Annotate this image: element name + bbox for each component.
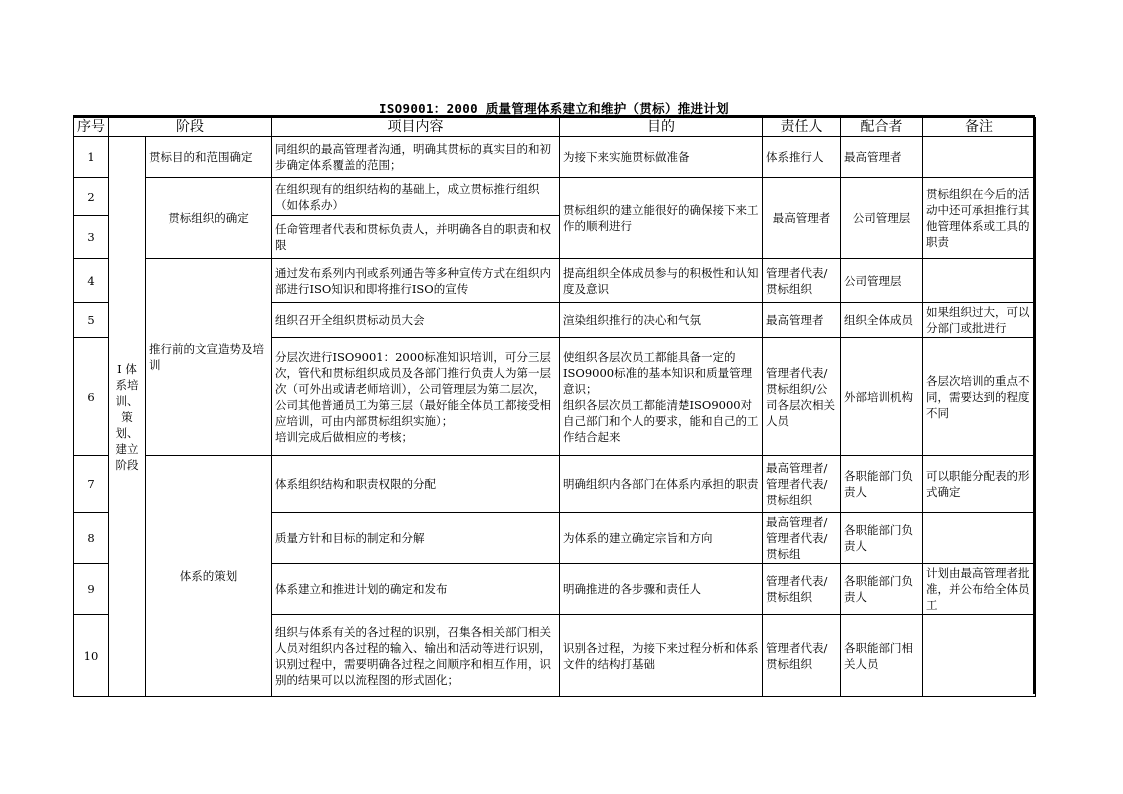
helper-cell: 外部培训机构 xyxy=(841,338,923,456)
row-number: 9 xyxy=(74,564,109,615)
owner-cell: 最高管理者/管理者代表/贯标组 xyxy=(763,513,841,564)
row-number: 2 xyxy=(74,178,109,216)
stage-label: 贯标组织的确定 xyxy=(146,178,272,259)
purpose-cell: 为体系的建立确定宗旨和方向 xyxy=(560,513,763,564)
document-title: ISO9001：2000 质量管理体系建立和维护（贯标）推进计划 xyxy=(379,101,729,116)
row-number: 7 xyxy=(74,456,109,513)
owner-cell: 管理者代表/贯标组织 xyxy=(763,259,841,303)
content-cell: 体系建立和推进计划的确定和发布 xyxy=(272,564,560,615)
note-cell: 各层次培训的重点不同，需要达到的程度不同 xyxy=(923,338,1036,456)
content-cell: 分层次进行ISO9001：2000标准知识培训，可分三层次，管代和贯标组织成员及各部门推行负责人为第一层次（可外出或请老师培训），公司管理层为第二层次，公司其他普通员工为第三层（最好能全体员工都接受相应培训，可由内部贯标组织实施）； 培训完成后做相应的考核； xyxy=(272,338,560,456)
purpose-cell: 渲染组织推行的决心和气氛 xyxy=(560,303,763,338)
plan-table xyxy=(73,117,1036,697)
table-right-border xyxy=(1033,117,1035,694)
note-cell xyxy=(923,259,1036,303)
col-header-helper: 配合者 xyxy=(841,118,923,137)
row-number: 6 xyxy=(74,338,109,456)
purpose-cell: 明确推进的各步骤和责任人 xyxy=(560,564,763,615)
helper-cell: 各职能部门负责人 xyxy=(841,456,923,513)
purpose-cell: 提高组织全体成员参与的积极性和认知度及意识 xyxy=(560,259,763,303)
major-stage-text: I 体系培训、策划、建立阶段 xyxy=(115,361,139,472)
owner-cell: 最高管理者 xyxy=(763,303,841,338)
table-row xyxy=(74,178,1036,216)
content-cell: 在组织现有的组织结构的基础上，成立贯标推行组织（如体系办） xyxy=(272,178,560,216)
helper-cell: 最高管理者 xyxy=(841,137,923,178)
content-cell: 通过发布系列内刊或系列通告等多种宣传方式在组织内部进行ISO知识和即将推行ISO的宣传 xyxy=(272,259,560,303)
stage-label: 推行前的文宣造势及培训 xyxy=(146,259,272,456)
col-header-content: 项目内容 xyxy=(272,118,560,137)
note-cell: 如果组织过大，可以分部门或批进行 xyxy=(923,303,1036,338)
purpose-cell: 为接下来实施贯标做准备 xyxy=(560,137,763,178)
col-header-number: 序号 xyxy=(74,118,109,137)
helper-cell: 各职能部门负责人 xyxy=(841,513,923,564)
helper-cell: 公司管理层 xyxy=(841,259,923,303)
purpose-cell: 识别各过程，为接下来过程分析和体系文件的结构打基础 xyxy=(560,615,763,697)
row-number: 5 xyxy=(74,303,109,338)
row-number: 1 xyxy=(74,137,109,178)
owner-cell: 体系推行人 xyxy=(763,137,841,178)
content-cell: 组织召开全组织贯标动员大会 xyxy=(272,303,560,338)
row-number: 10 xyxy=(74,615,109,697)
table-row xyxy=(74,259,1036,303)
purpose-cell: 贯标组织的建立能很好的确保接下来工作的顺利进行 xyxy=(560,178,763,259)
content-cell: 组织与体系有关的各过程的识别，召集各相关部门相关人员对组织内各过程的输入、输出和活动等进行识别，识别过程中，需要明确各过程之间顺序和相互作用，识别的结果可以以流程图的形式固化； xyxy=(272,615,560,697)
table-row xyxy=(74,456,1036,513)
owner-cell: 管理者代表/贯标组织 xyxy=(763,564,841,615)
helper-cell: 各职能部门相关人员 xyxy=(841,615,923,697)
col-header-stage: 阶段 xyxy=(109,118,272,137)
note-cell xyxy=(923,615,1036,697)
col-header-purpose: 目的 xyxy=(560,118,763,137)
content-cell: 同组织的最高管理者沟通，明确其贯标的真实目的和初步确定体系覆盖的范围； xyxy=(272,137,560,178)
owner-cell: 最高管理者/管理者代表/贯标组织 xyxy=(763,456,841,513)
stage-label: 体系的策划 xyxy=(146,456,272,697)
content-cell: 体系组织结构和职责权限的分配 xyxy=(272,456,560,513)
row-number: 3 xyxy=(74,216,109,259)
helper-cell: 组织全体成员 xyxy=(841,303,923,338)
note-cell: 计划由最高管理者批准，并公布给全体员工 xyxy=(923,564,1036,615)
helper-cell: 公司管理层 xyxy=(841,178,923,259)
owner-cell: 最高管理者 xyxy=(763,178,841,259)
header-row xyxy=(74,118,1036,137)
purpose-cell: 明确组织内各部门在体系内承担的职责 xyxy=(560,456,763,513)
stage-label: 贯标目的和范围确定 xyxy=(146,137,272,178)
row-number: 8 xyxy=(74,513,109,564)
note-cell: 可以职能分配表的形式确定 xyxy=(923,456,1036,513)
col-header-owner: 责任人 xyxy=(763,118,841,137)
note-cell: 贯标组织在今后的活动中还可承担推行其他管理体系或工具的职责 xyxy=(923,178,1036,259)
content-cell: 任命管理者代表和贯标负责人，并明确各自的职责和权限 xyxy=(272,216,560,259)
helper-cell: 各职能部门负责人 xyxy=(841,564,923,615)
purpose-cell: 使组织各层次员工都能具备一定的ISO9000标准的基本知识和质量管理意识； 组织各层次员工都能清楚ISO9000对自己部门和个人的要求，能和自己的工作结合起来 xyxy=(560,338,763,456)
note-cell xyxy=(923,137,1036,178)
owner-cell: 管理者代表/贯标组织 xyxy=(763,615,841,697)
table-row xyxy=(74,137,1036,178)
owner-cell: 管理者代表/贯标组织/公司各层次相关人员 xyxy=(763,338,841,456)
note-cell xyxy=(923,513,1036,564)
row-number: 4 xyxy=(74,259,109,303)
major-stage-label xyxy=(109,137,146,697)
content-cell: 质量方针和目标的制定和分解 xyxy=(272,513,560,564)
col-header-note: 备注 xyxy=(923,118,1036,137)
